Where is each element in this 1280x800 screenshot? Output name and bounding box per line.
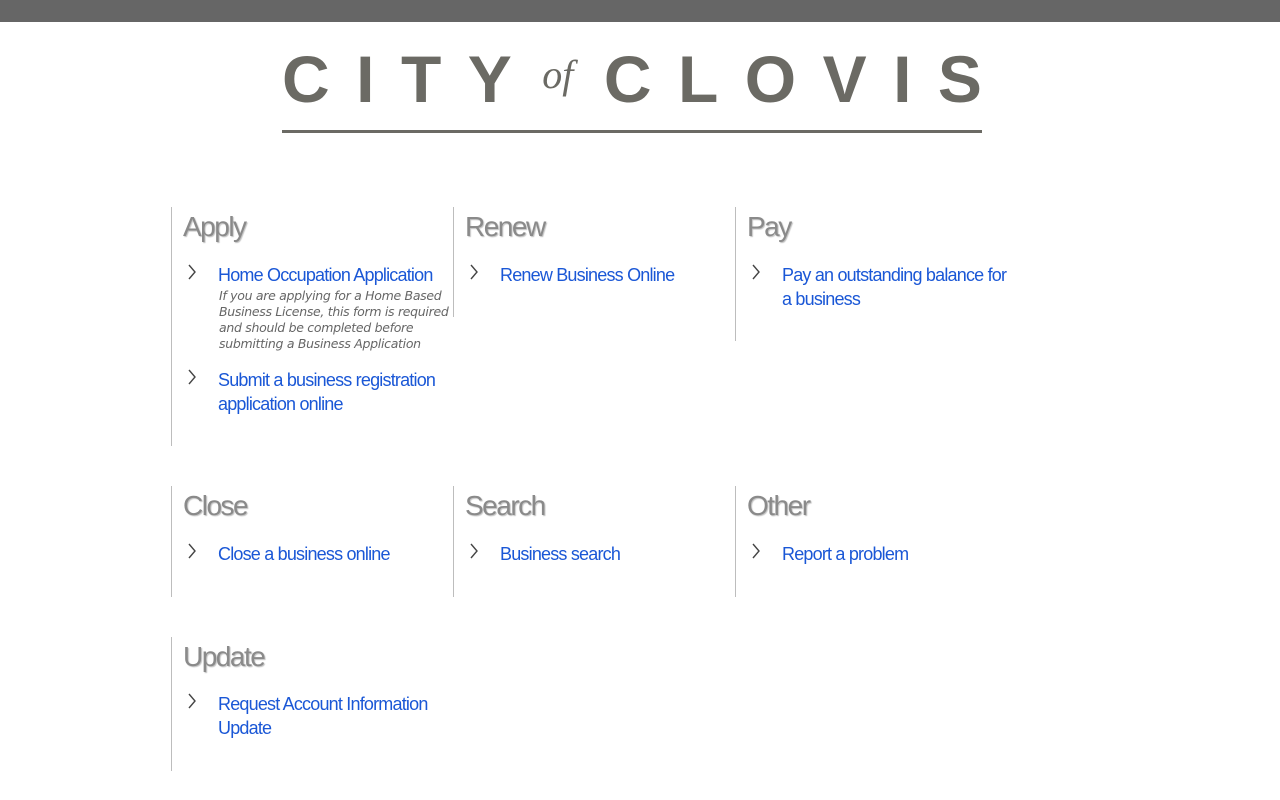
renew-business-online-link[interactable]: Renew Business Online [500, 265, 675, 285]
chevron-right-icon [468, 262, 480, 282]
section-heading-search: Search [465, 490, 545, 521]
logo-letter: S [937, 42, 982, 116]
top-bar [0, 0, 1280, 22]
chevron-right-icon [750, 262, 762, 282]
list-item [172, 263, 449, 351]
chevron-right-icon [750, 541, 762, 561]
business-search-link[interactable]: Business search [500, 544, 621, 564]
close-business-online-link[interactable]: Close a business online [218, 544, 390, 564]
submit-business-registration-link[interactable]: Submit a business registration application online [218, 370, 436, 414]
city-of-clovis-logo[interactable] [282, 44, 982, 134]
chevron-right-icon [186, 262, 198, 282]
chevron-right-icon [468, 541, 480, 561]
section-close [171, 486, 453, 597]
logo-letter: Y [467, 42, 512, 116]
report-a-problem-link[interactable]: Report a problem [782, 544, 909, 564]
chevron-right-icon [186, 367, 198, 387]
section-update [171, 637, 453, 771]
pay-outstanding-balance-link[interactable]: Pay an outstanding balance for a business [782, 265, 1007, 309]
list-item [172, 692, 442, 742]
section-heading-other: Other [747, 490, 810, 521]
section-other [735, 486, 1017, 597]
logo-underline [282, 130, 982, 133]
chevron-right-icon [186, 691, 198, 711]
section-heading-renew: Renew [465, 211, 545, 242]
chevron-right-icon [186, 541, 198, 561]
home-occupation-description: If you are applying for a Home Based Business License, this form is required and should be completed before submitting a Business Application [219, 288, 449, 351]
section-pay [735, 207, 1017, 341]
list-item [172, 368, 442, 418]
logo-letter: I [893, 42, 912, 116]
home-occupation-application-link[interactable]: Home Occupation Application [218, 265, 433, 285]
logo-of: of [542, 52, 574, 97]
list-item [736, 542, 1006, 568]
list-item [172, 542, 442, 568]
list-item [736, 263, 1006, 313]
section-heading-close: Close [183, 490, 248, 521]
list-item [454, 542, 724, 568]
logo-wordmark [282, 44, 982, 114]
list-item [454, 263, 724, 289]
logo-letter: L [677, 42, 719, 116]
request-account-information-update-link[interactable]: Request Account Information Update [218, 694, 428, 738]
section-renew [453, 207, 735, 317]
logo-letter: T [400, 42, 442, 116]
logo-letter: C [603, 42, 652, 116]
logo-letter: O [744, 42, 797, 116]
section-heading-pay: Pay [747, 211, 791, 242]
logo-letter: V [822, 42, 867, 116]
logo-letter: I [356, 42, 375, 116]
section-apply [171, 207, 453, 446]
section-search [453, 486, 735, 597]
section-heading-apply: Apply [183, 211, 246, 242]
logo-letter: C [282, 42, 330, 116]
section-heading-update: Update [183, 641, 265, 672]
